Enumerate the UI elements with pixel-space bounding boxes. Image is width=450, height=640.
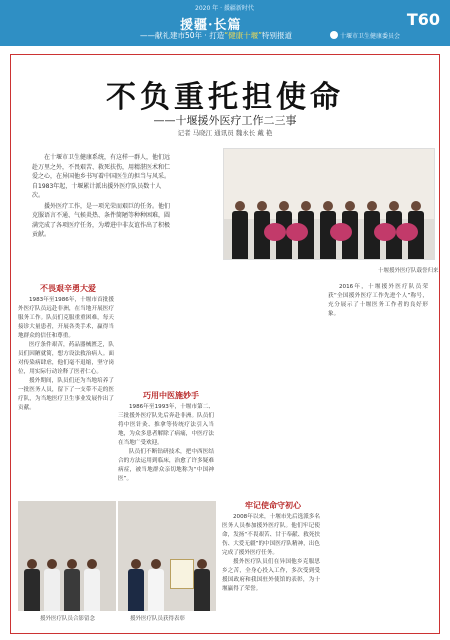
- lead-paragraph: 在十堰市卫生健康系统，有这样一群人，他们远赴万里之外，不畏艰苦、救死扶伤，用精湛医术和仁爱之心，在异国他乡书写着中国医生的担当与风采。自1983年起，十堰累计派出援外医疗队员数十人次。: [32, 154, 171, 199]
- page-header: [0, 0, 450, 46]
- group-photo: [223, 148, 435, 260]
- header-org: 十堰市卫生健康委员会: [340, 33, 401, 40]
- section-heading: 牢记使命守初心: [245, 501, 301, 510]
- lead-paragraph: 援外医疗工作，是一项光荣而艰巨的任务。他们克服语言不通、气候炎热、条件简陋等种种困难，圆满完成了各项医疗任务，为增进中非友谊作出了积极贡献。: [32, 202, 171, 238]
- photo-caption: 十堰援外医疗队载誉归来: [378, 268, 439, 274]
- photo-caption: 援外医疗队员合影留念: [40, 616, 96, 622]
- header-deco-text: 2020 年 · 援疆新时代: [195, 5, 254, 12]
- article-lead: [32, 153, 172, 241]
- section-body: 1986年至1993年，十堰市第二、三批援外医疗队先后奔赴非洲。队员们将中医针灸、推拿等传统疗法引入当地，为众多患者解除了病痛，中医疗法在当地广受欢迎。 队员们不断钻研技术，把中西医结合的方法运用到临床，治愈了许多疑难病症，被当地群众亲切地称为“中国神医”。: [118, 404, 214, 482]
- section-heading: 巧用中医施妙手: [143, 391, 199, 400]
- award-photo: [118, 501, 216, 611]
- photo-caption: 援外医疗队员获得表彰: [130, 616, 186, 622]
- org-logo-icon: [330, 31, 338, 39]
- section-body: 2016年，十堰援外医疗队员荣获“全国援外医疗工作先进个人”称号，充分展示了十堰医务工作者的良好形象。: [328, 284, 428, 317]
- section-body: 1983年至1986年，十堰市首批援外医疗队员远赴非洲，在当地开展医疗服务工作。队员们克服重重困难，每天接诊大量患者，开展各类手术，赢得当地群众的信任和尊重。 医疗条件艰苦，药品器械匮乏，队员们因陋就简，想方设法救治病人。面对传染病肆虐，他们毫不退缩，坚守岗位，用实际行动诠释了医者仁心。 援外期间，队员们还为当地培养了一批医务人员，留下了一支带不走的医疗队，为当地医疗卫生事业发展作出了贡献。: [18, 297, 114, 411]
- section-heading: 不畏艰辛勇大爱: [40, 284, 96, 293]
- section-body: 2008年以来，十堰市先后选派多名医务人员参加援外医疗队。他们牢记使命，发扬“不畏艰苦、甘于奉献、救死扶伤、大爱无疆”的中国医疗队精神，出色完成了援外医疗任务。 援外医疗队员们在异国他乡克服思乡之苦，全身心投入工作，多次受到受援国政府和我国驻外使馆的表彰，为十堰赢得了荣誉。: [222, 514, 320, 592]
- section-title: 援疆·长篇: [180, 18, 242, 33]
- article-subtitle: ——十堰援外医疗工作二三事: [153, 114, 297, 127]
- header-slogan: ——献礼建市50年 · 打造“健康十堰”特别报道: [140, 31, 292, 40]
- article-title: 不负重托担使命: [106, 80, 344, 115]
- article-byline: 记者 马晓江 通讯员 魏永长 戴 艳: [177, 129, 273, 137]
- page-number: T60: [406, 10, 440, 29]
- award-certificate: [170, 559, 194, 589]
- team-photo: [18, 501, 116, 611]
